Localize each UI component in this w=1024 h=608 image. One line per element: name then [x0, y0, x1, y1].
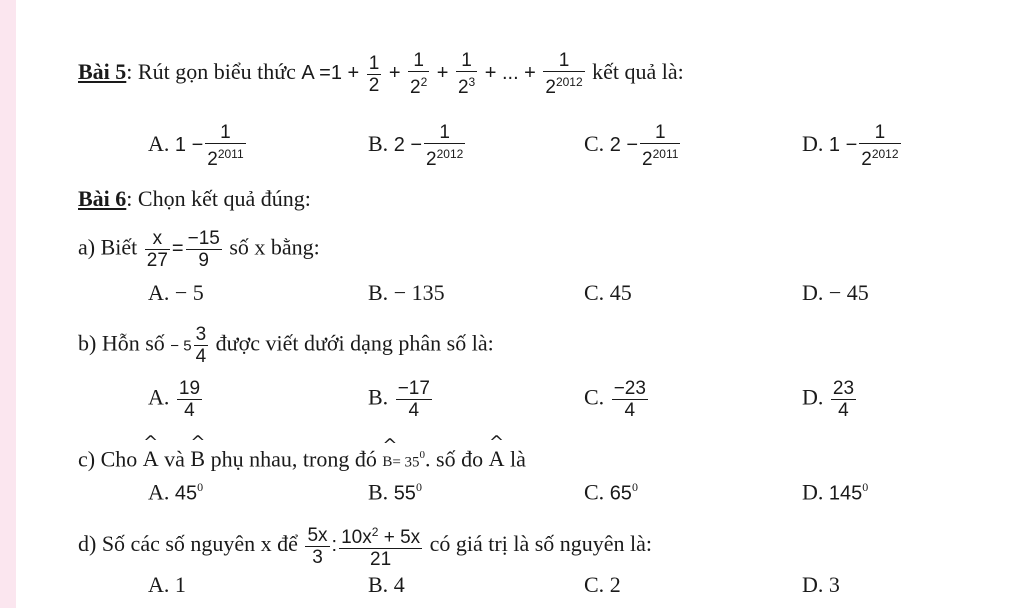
bai6a-fraction-1: $\frac{x}{27}$ [146, 228, 168, 271]
bai5-expr-prefix: A =1 + [301, 62, 360, 85]
bai6c-prefix: c) Cho [78, 446, 138, 472]
plus-sign: + [388, 62, 401, 85]
bai5-title: Bài 5 [78, 59, 127, 85]
bai6c-mid: phụ nhau, trong đó [210, 446, 377, 472]
bai6c-mid2: . số đo [425, 446, 484, 472]
bai6b-option-d[interactable]: D. $\frac{23}{4}$ [802, 378, 855, 421]
bai5-ellipsis: + ... + [484, 62, 536, 85]
bai6c-option-d[interactable]: D. $145^0$ [802, 479, 869, 505]
bai6b-mixed-fraction: $\frac{3}{4}$ [195, 324, 207, 367]
bai5-text: Rút gọn biểu thức [137, 59, 296, 85]
bai6b-option-b[interactable]: B. $\frac{-17}{4}$ [368, 378, 430, 421]
bai6-title: Bài 6 [78, 186, 127, 211]
bai5-term-2: $\frac{1}{2^2}$ [410, 50, 428, 98]
division-sign: : [331, 534, 338, 557]
bai5-suffix: kết quả là: [592, 59, 684, 85]
bai6a-question [78, 228, 320, 271]
angle-b-symbol: ^ B [190, 444, 205, 472]
bai6d-option-a[interactable]: A. 1 [148, 572, 186, 597]
angle-a-symbol-2: ^ A [489, 444, 505, 472]
degree-sign: 0 [419, 449, 426, 461]
bai6-text: Chọn kết quả đúng: [137, 186, 311, 211]
bai6c-option-b[interactable]: B. $55^0$ [368, 479, 422, 505]
bai6c-suffix: là [510, 446, 526, 472]
bai6d-option-b[interactable]: B. 4 [368, 572, 405, 597]
bai6b-question [78, 324, 494, 367]
bai6c-and: và [164, 446, 185, 472]
bai6d-option-d[interactable]: D. 3 [802, 572, 840, 597]
bai6a-option-d[interactable]: D. − 45 [802, 280, 869, 305]
bai6c-option-c[interactable]: C. $65^0$ [584, 479, 638, 505]
bai6a-option-b[interactable]: B. − 135 [368, 280, 445, 305]
bai5-option-d[interactable]: D. 1 − $\frac{1}{2^{2012}}$ [802, 122, 899, 170]
bai6d-option-c[interactable]: C. 2 [584, 572, 621, 597]
bai6a-suffix: số x bằng: [229, 234, 320, 260]
bai6b-prefix: b) Hỗn số [78, 330, 165, 356]
bai5-colon: : [126, 59, 133, 85]
bai5-option-a[interactable]: A. 1 − $\frac{1}{2^{2011}}$ [148, 122, 244, 170]
plus-sign: + [436, 62, 449, 85]
bai5-question [78, 50, 684, 98]
bai5-option-b[interactable]: B. 2 − $\frac{1}{2^{2012}}$ [368, 122, 464, 170]
bai6c-option-a[interactable]: A. $45^0$ [148, 479, 204, 505]
angle-a-symbol: ^ A [143, 444, 159, 472]
angle-b-symbol-2: ^ B [382, 447, 392, 475]
bai5-option-c[interactable]: C. 2 − $\frac{1}{2^{2011}}$ [584, 122, 679, 170]
bai6d-suffix: có giá trị là số nguyên là: [429, 531, 653, 557]
bai6b-mixed-whole: − 5 [170, 337, 192, 355]
bai6a-fraction-2: $\frac{-15}{9}$ [187, 228, 220, 271]
bai6a-option-a[interactable]: A. − 5 [148, 280, 204, 305]
bai5-term-1: $\frac{1}{2}$ [368, 52, 380, 96]
bai5-term-3: $\frac{1}{2^3}$ [457, 50, 476, 98]
bai6b-option-a[interactable]: A. $\frac{19}{4}$ [148, 378, 201, 421]
bai5-term-last: $\frac{1}{2^{2012}}$ [545, 50, 583, 98]
bai6a-prefix: a) Biết [78, 234, 138, 260]
bai6d-fraction-2: $\frac{10x^2 + 5x}{21}$ [339, 522, 422, 570]
bai6d-prefix: d) Số các số nguyên x để [78, 531, 298, 557]
bai6-heading [78, 186, 311, 212]
bai6c-eq-value: = 35 [392, 454, 420, 471]
bai6d-fraction-1: $\frac{5x}{3}$ [307, 524, 328, 568]
equals-sign: = [171, 237, 184, 260]
bai6-colon: : [126, 186, 133, 211]
bai6a-option-c[interactable]: C. 45 [584, 280, 632, 305]
worksheet-page [16, 0, 1024, 608]
bai6c-question [78, 442, 526, 475]
bai6d-question [78, 522, 652, 570]
bai6b-suffix: được viết dưới dạng phân số là: [215, 330, 494, 356]
bai6b-option-c[interactable]: C. $\frac{-23}{4}$ [584, 378, 646, 421]
